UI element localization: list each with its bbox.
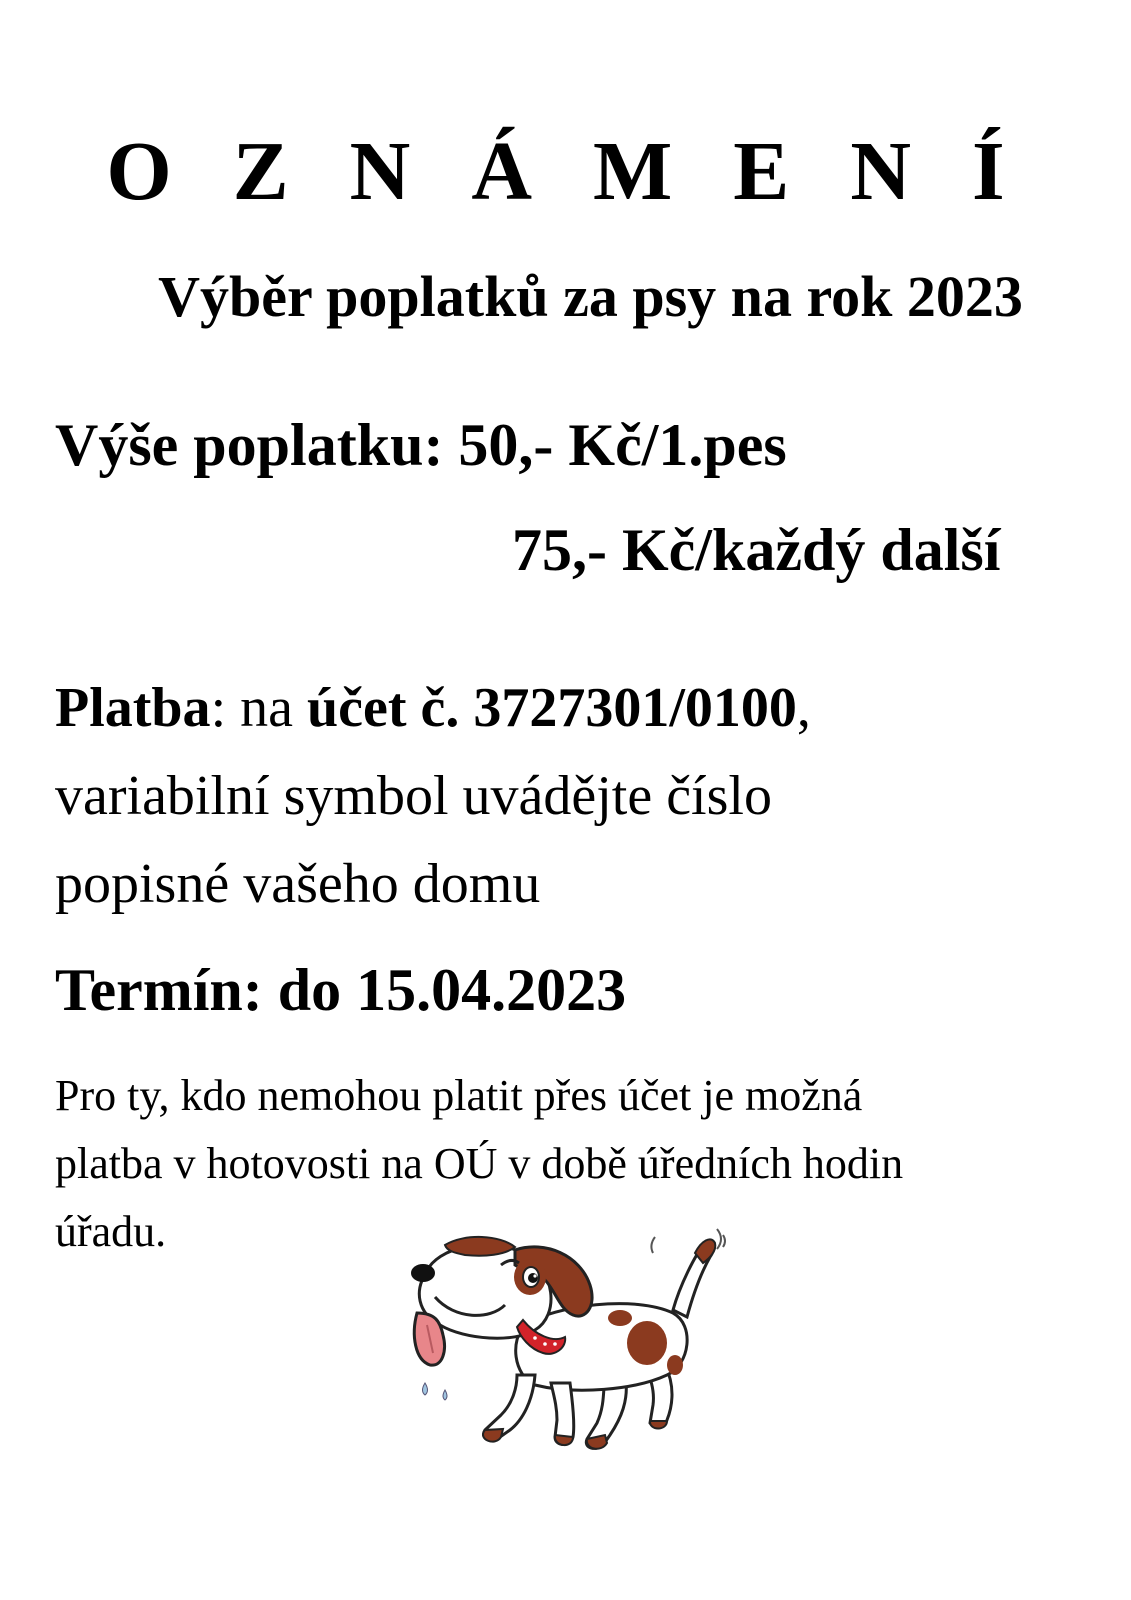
fee-amount-first-dog: Výše poplatku: 50,- Kč/1.pes [55, 412, 787, 478]
payment-variable-symbol: variabilní symbol uvádějte číslo [55, 765, 772, 827]
note-line: platba v hotovosti na OÚ v době úředních hodin [55, 1139, 904, 1188]
payment-house-number: popisné vašeho domu [55, 853, 541, 915]
payment-label: Platba [55, 677, 211, 739]
payment-prefix: : na [210, 677, 307, 739]
dog-illustration [405, 1225, 735, 1470]
payment-deadline: Termín: do 15.04.2023 [55, 957, 627, 1023]
payment-comma: , [796, 677, 811, 739]
page-subtitle: Výběr poplatků za psy na rok 2023 [158, 264, 1023, 329]
dog-icon [405, 1225, 735, 1470]
note-line: úřadu. [55, 1207, 167, 1256]
note-line: Pro ty, kdo nemohou platit přes účet je možná [55, 1071, 863, 1120]
payment-account: účet č. 3727301/0100 [306, 677, 797, 739]
page-title: O Z N Á M E N Í [106, 125, 1025, 218]
fee-amount-each-additional: 75,- Kč/každý další [512, 517, 1001, 583]
payment-line [55, 677, 811, 739]
